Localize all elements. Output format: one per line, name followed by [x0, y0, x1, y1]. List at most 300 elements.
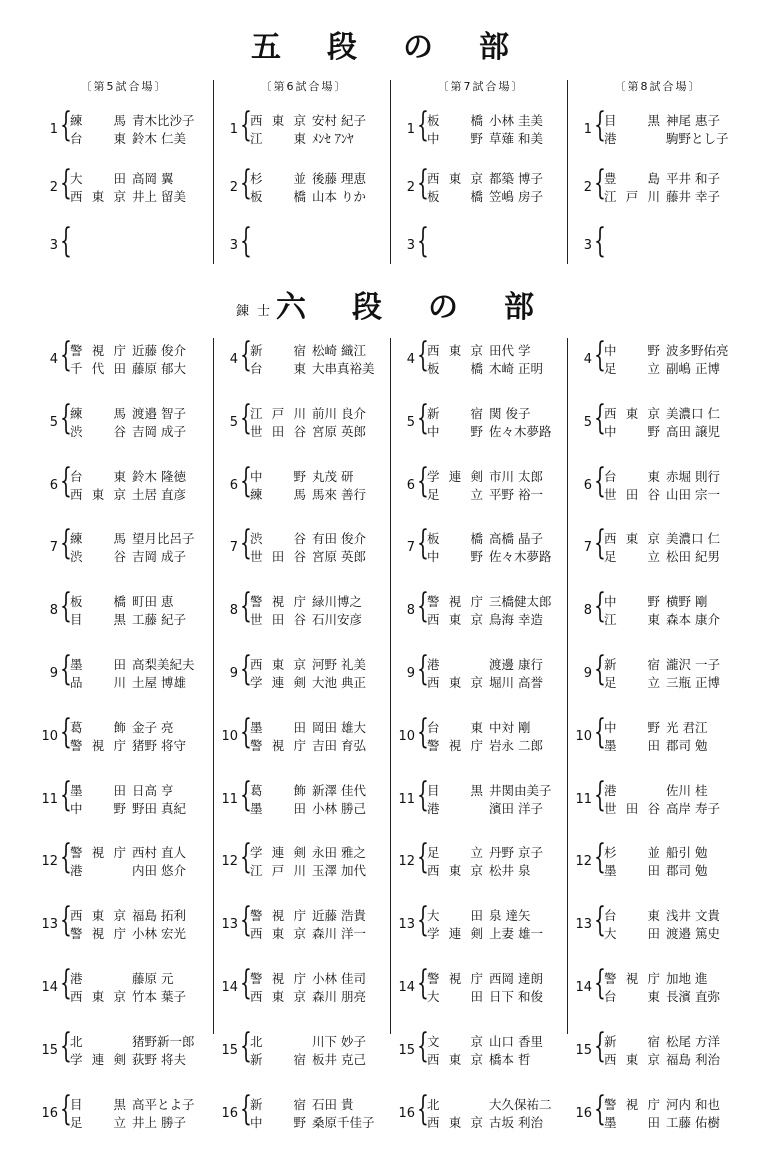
competitor-name: 有田 俊介 [312, 531, 366, 547]
match-number: 9 [406, 665, 415, 681]
competitor-name: 日高 亨 [132, 782, 174, 798]
competitor-entry [604, 593, 750, 611]
match-pairing [393, 901, 569, 964]
competitor-prefecture: 杉並 [250, 171, 306, 186]
competitor-prefecture: 西東京 [427, 1114, 483, 1130]
match-pairing [570, 587, 746, 650]
match-number: 6 [583, 477, 592, 493]
competitor-prefecture: 目黒 [604, 113, 660, 128]
pairing-brace-icon: { [60, 1025, 72, 1066]
competitor-entry [604, 844, 750, 862]
match-pairing [570, 838, 746, 901]
match-pairing [36, 462, 212, 525]
competitor-entry [604, 674, 750, 692]
venue-column [216, 78, 392, 280]
competitor-name: 野田 真紀 [132, 800, 186, 816]
match-pairing [570, 1090, 746, 1152]
competitor-prefecture: 西東京 [250, 656, 306, 672]
match-number: 5 [229, 414, 238, 430]
match-number: 12 [41, 854, 58, 870]
competitor-prefecture: 西東京 [250, 988, 306, 1004]
competitor-name: 佐川 桂 [666, 782, 708, 798]
competitor-prefecture: 渋谷 [250, 531, 306, 547]
competitor-entry [604, 530, 750, 548]
competitor-prefecture: 西東京 [250, 926, 306, 942]
renshi-prefix: 錬士 [236, 304, 279, 319]
match-number: 5 [583, 414, 592, 430]
competitor-prefecture: 板橋 [427, 113, 483, 128]
pairing-brace-icon: { [60, 774, 72, 815]
match-pairing [393, 1090, 569, 1152]
competitor-prefecture: 墨田 [250, 719, 306, 735]
match-number: 10 [41, 728, 58, 744]
competitor-entry [427, 1051, 573, 1069]
competitor-name: 河内 和也 [666, 1096, 720, 1112]
competitor-prefecture: 中野 [604, 423, 660, 439]
competitor-entry [250, 112, 396, 130]
competitor-prefecture: 警視庁 [250, 908, 306, 924]
competitor-entry [70, 988, 216, 1006]
competitor-name: 土居 直彦 [132, 486, 186, 502]
bracket-column [216, 336, 392, 1152]
competitor-prefecture: 台東 [604, 908, 660, 924]
competitor-entry [604, 737, 750, 755]
competitor-entry [70, 907, 216, 925]
competitor-prefecture: 西東京 [250, 113, 306, 128]
pairing-brace-icon: { [594, 711, 606, 752]
competitor-prefecture: 練馬 [70, 113, 126, 128]
pairing-brace-icon: { [594, 1088, 606, 1129]
pairing-brace-icon: { [240, 397, 252, 438]
competitor-name: 都築 博子 [489, 171, 543, 186]
match-pairing [393, 1027, 569, 1090]
pairing-brace-icon: { [594, 586, 606, 627]
pairing-brace-icon: { [60, 460, 72, 501]
competitor-prefecture: 西東京 [70, 988, 126, 1004]
competitor-name: 山田 宗一 [666, 486, 720, 502]
competitor-name: 渡邉 智子 [132, 405, 186, 421]
competitor-prefecture: 練馬 [70, 405, 126, 421]
competitor-name: 高平とよ子 [132, 1096, 195, 1112]
pairing-brace-icon: { [240, 523, 252, 564]
match-number: 4 [583, 352, 592, 367]
competitor-entry [250, 737, 396, 755]
pairing-brace-icon: { [417, 900, 429, 941]
competitor-entry [70, 423, 216, 441]
match-pairing [36, 901, 212, 964]
pairing-brace-icon: { [417, 397, 429, 438]
pairing-brace-icon: { [240, 163, 252, 203]
competitor-name: 新澤 佳代 [312, 782, 366, 798]
pairing-brace-icon: { [417, 105, 429, 145]
competitor-prefecture: 警視庁 [427, 737, 483, 753]
competitor-prefecture: 板橋 [427, 189, 483, 204]
competitor-name: 松尾 方洋 [666, 1033, 720, 1049]
rokudan-section-title: 六段の部 [276, 290, 580, 325]
competitor-name: 宮原 英郎 [312, 423, 366, 439]
pairing-brace-icon: { [417, 221, 429, 261]
competitor-name: 駒野とし子 [666, 131, 729, 146]
match-pairing [570, 964, 746, 1027]
competitor-name: 川下 妙子 [312, 1033, 366, 1049]
match-number: 7 [406, 540, 415, 556]
match-pairing [216, 164, 392, 222]
pairing-brace-icon: { [240, 962, 252, 1003]
match-number: 13 [41, 917, 58, 933]
match-number: 8 [229, 603, 238, 619]
match-pairing [216, 650, 392, 713]
pairing-brace-icon: { [594, 335, 606, 375]
competitor-prefecture: 世田谷 [250, 549, 306, 565]
competitor-entry [70, 737, 216, 755]
competitor-prefecture: 北 [250, 1033, 263, 1049]
competitor-prefecture: 港 [427, 656, 440, 672]
match-number: 2 [583, 180, 592, 195]
competitor-entry [70, 530, 216, 548]
competitor-name: 小林 勝己 [312, 800, 366, 816]
match-pairing [216, 524, 392, 587]
pairing-brace-icon: { [60, 163, 72, 203]
competitor-name: 鈴木 隆徳 [132, 468, 186, 484]
competitor-name: 宮原 英郎 [312, 549, 366, 565]
competitor-entry [604, 486, 750, 504]
competitor-entry [70, 405, 216, 423]
match-number: 15 [575, 1042, 592, 1058]
competitor-prefecture: 品川 [70, 674, 126, 690]
match-pairing [393, 713, 569, 776]
competitor-prefecture: 足立 [604, 674, 660, 690]
match-number: 14 [575, 979, 592, 995]
competitor-entry [70, 170, 216, 188]
competitor-name: 工藤 佑樹 [666, 1114, 720, 1130]
pairing-brace-icon: { [594, 397, 606, 438]
pairing-brace-icon: { [417, 837, 429, 878]
match-number: 10 [221, 728, 238, 744]
competitor-name: 佐々木夢路 [489, 549, 552, 565]
competitor-prefecture: 港 [70, 863, 83, 879]
pairing-brace-icon: { [417, 523, 429, 564]
competitor-name: 三瓶 正博 [666, 674, 720, 690]
pairing-brace-icon: { [417, 774, 429, 815]
competitor-entry [70, 246, 216, 264]
competitor-name: 高岸 寿子 [666, 800, 720, 816]
match-pairing [36, 106, 212, 164]
competitor-entry [250, 342, 396, 360]
competitor-name: 板井 克己 [312, 1051, 366, 1067]
competitor-name: 市川 太郎 [489, 468, 543, 484]
competitor-name: 後藤 理恵 [312, 171, 366, 186]
competitor-entry [427, 423, 573, 441]
competitor-name: 緑川博之 [312, 594, 363, 610]
competitor-entry [427, 530, 573, 548]
competitor-entry [604, 719, 750, 737]
competitor-entry [70, 1033, 216, 1051]
competitor-prefecture: 大田 [604, 926, 660, 942]
competitor-name: 河野 礼美 [312, 656, 366, 672]
competitor-prefecture: 杉並 [604, 845, 660, 861]
pairing-brace-icon: { [417, 962, 429, 1003]
match-pairing [393, 222, 569, 280]
competitor-entry [70, 925, 216, 943]
pairing-brace-icon: { [417, 648, 429, 689]
competitor-prefecture: 大田 [427, 908, 483, 924]
competitor-entry [250, 548, 396, 566]
match-number: 11 [575, 791, 592, 807]
competitor-name: 前川 良介 [312, 405, 366, 421]
competitor-entry [604, 656, 750, 674]
competitor-name: 竹本 葉子 [132, 988, 186, 1004]
competitor-entry [427, 925, 573, 943]
competitor-name: 渡邊 康行 [489, 656, 543, 672]
competitor-name: 橋本 哲 [489, 1051, 531, 1067]
competitor-entry [250, 611, 396, 629]
competitor-entry [427, 719, 573, 737]
match-pairing [36, 164, 212, 222]
competitor-prefecture: 足立 [427, 486, 483, 502]
match-pairing [570, 106, 746, 164]
competitor-entry [604, 405, 750, 423]
competitor-entry [427, 970, 573, 988]
competitor-prefecture: 西東京 [70, 486, 126, 502]
pairing-brace-icon: { [240, 711, 252, 752]
competitor-entry [427, 486, 573, 504]
competitor-entry [604, 1051, 750, 1069]
match-number: 16 [575, 1105, 592, 1121]
match-pairing [570, 524, 746, 587]
competitor-prefecture: 世田谷 [250, 612, 306, 628]
competitor-name: 森川 洋一 [312, 926, 366, 942]
competitor-prefecture: 文京 [427, 1033, 483, 1049]
competitor-entry [604, 782, 750, 800]
match-pairing [393, 776, 569, 839]
match-pairing [36, 336, 212, 399]
competitor-entry [250, 970, 396, 988]
competitor-name: 安村 紀子 [312, 113, 366, 128]
competitor-prefecture: 世田谷 [250, 423, 306, 439]
competitor-entry [250, 360, 396, 378]
competitor-prefecture: 警視庁 [604, 1096, 660, 1112]
competitor-prefecture: 西東京 [427, 612, 483, 628]
bracket-column [36, 336, 212, 1152]
competitor-entry [427, 246, 573, 264]
match-pairing [36, 222, 212, 280]
competitor-entry [604, 970, 750, 988]
match-number: 9 [229, 665, 238, 681]
competitor-entry [604, 1033, 750, 1051]
match-pairing [570, 336, 746, 399]
pairing-brace-icon: { [240, 900, 252, 941]
competitor-name: 浅井 文貴 [666, 908, 720, 924]
match-number: 3 [406, 238, 415, 253]
competitor-entry [604, 1114, 750, 1132]
competitor-name: 大久保祐二 [489, 1096, 552, 1112]
pairing-brace-icon: { [417, 460, 429, 501]
competitor-name: 土屋 博雄 [132, 674, 186, 690]
competitor-prefecture: 北 [427, 1096, 440, 1112]
match-number: 2 [406, 180, 415, 195]
competitor-name: 船引 勉 [666, 845, 708, 861]
competitor-prefecture: 江戸川 [604, 189, 660, 204]
competitor-entry [427, 862, 573, 880]
competitor-prefecture: 足立 [70, 1114, 126, 1130]
competitor-entry [70, 656, 216, 674]
competitor-prefecture: 学連剣 [427, 926, 483, 942]
competitor-prefecture: 新宿 [604, 656, 660, 672]
competitor-entry [250, 1051, 396, 1069]
competitor-entry [427, 656, 573, 674]
competitor-name: 近藤 浩貴 [312, 908, 366, 924]
match-number: 11 [398, 791, 415, 807]
pairing-brace-icon: { [240, 1025, 252, 1066]
pairing-brace-icon: { [60, 105, 72, 145]
competitor-prefecture: 警視庁 [250, 737, 306, 753]
match-number: 6 [229, 477, 238, 493]
match-number: 16 [398, 1105, 415, 1121]
pairing-brace-icon: { [60, 523, 72, 564]
competitor-entry [70, 228, 216, 246]
competitor-name: 吉岡 成子 [132, 549, 186, 565]
competitor-prefecture: 港 [70, 970, 83, 986]
competitor-prefecture: 練馬 [250, 486, 306, 502]
godan-section-title: 五段の部 [251, 30, 555, 65]
competitor-name: 瀧沢 一子 [666, 656, 720, 672]
match-pairing [570, 713, 746, 776]
competitor-entry [427, 674, 573, 692]
competitor-entry [250, 486, 396, 504]
competitor-entry [604, 800, 750, 818]
match-number: 1 [49, 122, 58, 137]
competitor-entry [70, 611, 216, 629]
competitor-entry [70, 844, 216, 862]
competitor-entry [250, 988, 396, 1006]
competitor-prefecture: 新宿 [250, 343, 306, 358]
match-number: 1 [406, 122, 415, 137]
competitor-entry [250, 674, 396, 692]
competitor-entry [427, 228, 573, 246]
competitor-name: 笠嶋 房子 [489, 189, 543, 204]
competitor-name: 岡田 雄大 [312, 719, 366, 735]
competitor-entry [604, 188, 750, 206]
competitor-prefecture: 目黒 [427, 782, 483, 798]
match-number: 3 [583, 238, 592, 253]
competitor-name: 平井 和子 [666, 171, 720, 186]
competitor-entry [604, 611, 750, 629]
competitor-entry [604, 1096, 750, 1114]
pairing-brace-icon: { [594, 774, 606, 815]
competitor-entry [427, 800, 573, 818]
competitor-name: 玉澤 加代 [312, 863, 366, 879]
pairing-brace-icon: { [594, 221, 606, 261]
match-number: 3 [49, 238, 58, 253]
competitor-prefecture: 学連剣 [427, 468, 483, 484]
competitor-prefecture: 墨田 [70, 656, 126, 672]
competitor-entry [427, 468, 573, 486]
competitor-name: 長濱 直弥 [666, 988, 720, 1004]
pairing-brace-icon: { [60, 221, 72, 261]
match-number: 5 [49, 414, 58, 430]
competitor-entry [250, 468, 396, 486]
competitor-prefecture: 新宿 [427, 405, 483, 421]
match-number: 7 [229, 540, 238, 556]
match-number: 4 [229, 352, 238, 367]
match-pairing [36, 838, 212, 901]
competitor-entry [70, 1096, 216, 1114]
competitor-entry [427, 782, 573, 800]
pairing-brace-icon: { [240, 460, 252, 501]
pairing-brace-icon: { [60, 900, 72, 941]
competitor-prefecture: 中野 [70, 800, 126, 816]
bracket-column [393, 336, 569, 1152]
pairing-brace-icon: { [60, 648, 72, 689]
competitor-prefecture: 新宿 [250, 1096, 306, 1112]
match-pairing [393, 164, 569, 222]
match-number: 12 [221, 854, 238, 870]
competitor-entry [250, 530, 396, 548]
pairing-brace-icon: { [240, 648, 252, 689]
pairing-brace-icon: { [417, 1088, 429, 1129]
match-number: 2 [229, 180, 238, 195]
match-pairing [393, 399, 569, 462]
competitor-name: 田代 学 [489, 343, 531, 358]
competitor-prefecture: 江戸川 [250, 405, 306, 421]
match-pairing [216, 776, 392, 839]
pairing-brace-icon: { [594, 837, 606, 878]
competitor-name: 堀川 高誉 [489, 674, 543, 690]
competitor-entry [250, 170, 396, 188]
competitor-entry [427, 112, 573, 130]
competitor-prefecture: 西東京 [70, 189, 126, 204]
competitor-prefecture: 警視庁 [70, 343, 126, 358]
competitor-name: 三橋健太郎 [489, 594, 552, 610]
competitor-prefecture: 警視庁 [70, 926, 126, 942]
competitor-entry [604, 360, 750, 378]
competitor-entry [427, 342, 573, 360]
competitor-prefecture: 中野 [427, 549, 483, 565]
competitor-entry [250, 800, 396, 818]
competitor-name: 森本 康介 [666, 612, 720, 628]
competitor-entry [604, 342, 750, 360]
pairing-brace-icon: { [417, 1025, 429, 1066]
competitor-entry [70, 593, 216, 611]
competitor-prefecture: 目黒 [70, 1096, 126, 1112]
competitor-prefecture: 北 [70, 1033, 83, 1049]
pairing-brace-icon: { [594, 523, 606, 564]
venue-header: 〔第8試合場〕 [614, 80, 702, 93]
competitor-entry [250, 188, 396, 206]
competitor-prefecture: 練馬 [70, 531, 126, 547]
match-pairing [216, 901, 392, 964]
competitor-prefecture: 中野 [604, 594, 660, 610]
match-pairing [216, 1027, 392, 1090]
competitor-prefecture: 警視庁 [427, 970, 483, 986]
match-pairing [570, 222, 746, 280]
match-number: 8 [406, 603, 415, 619]
competitor-name: 渡邉 篤史 [666, 926, 720, 942]
competitor-prefecture: 警視庁 [250, 970, 306, 986]
competitor-name: 永田 雅之 [312, 845, 366, 861]
competitor-entry [70, 486, 216, 504]
match-number: 3 [229, 238, 238, 253]
competitor-name: 美濃口 仁 [666, 405, 720, 421]
match-number: 4 [49, 352, 58, 367]
competitor-entry [427, 1096, 573, 1114]
match-number: 15 [398, 1042, 415, 1058]
match-pairing [36, 1027, 212, 1090]
competitor-entry [427, 844, 573, 862]
competitor-entry [70, 1051, 216, 1069]
match-pairing [216, 336, 392, 399]
competitor-prefecture: 西東京 [70, 908, 126, 924]
